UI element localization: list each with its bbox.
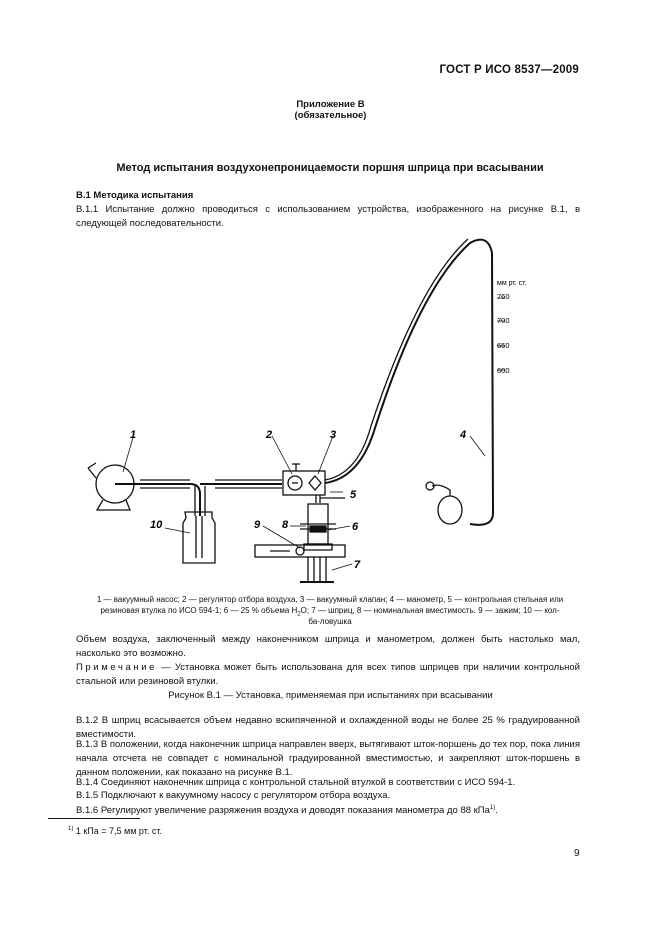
scale-unit: мм рт. ст. (497, 280, 527, 287)
trap-flask (183, 512, 215, 563)
label-5: 5 (350, 489, 357, 501)
paragraph-b13: В.1.3 В положении, когда наконечник шприца направлен вверх, вытягивают шток-поршень до тех пор, пока линия начала отсчета не совпадет с номинальной градуированной вместимостью, и закрепляют шток-поршень в данном положении, как показано на рисунке В.1. (76, 739, 580, 778)
test-apparatus-figure (0, 228, 661, 593)
footnote-separator (48, 818, 140, 819)
label-2: 2 (266, 429, 273, 441)
scale-tick: 650 (497, 341, 510, 350)
figure-legend-line-2: резиновая втулка по ИСО 594-1; 6 — 25 % объема $H_2O$; 7 — шприц, 8 — номинальная вместимость. 9 — зажим; 10 — кол- (100, 606, 560, 618)
paragraph-b12: В.1.2 В шприц всасывается объем недавно вскипяченной и охлажденной воды не более 25 % градуированной вместимости. (76, 715, 580, 740)
paragraph-b16: В.1.6 Регулируют увеличение разряжения воздуха и доводят показания манометра до 88 кПа$^{1)}$. (76, 805, 498, 817)
note: Примечание — Установка может быть использована для всех типов шприцев при наличии контрольной стальной или резиновой втулки. (76, 662, 580, 687)
air-regulator (283, 471, 325, 495)
paragraph-b15: В.1.5 Подключают к вакуумному насосу с регулятором отбора воздуха. (76, 790, 391, 801)
label-8: 8 (282, 519, 289, 531)
scale-tick: 760 (497, 292, 510, 301)
scale-tick: 700 (497, 316, 510, 325)
label-4: 4 (460, 429, 467, 441)
page-number: 9 (574, 848, 580, 859)
paragraph-b11: В.1.1 Испытание должно проводиться с использованием устройства, изображенного на рисунке В.1, в следующей последовательности. (76, 204, 580, 229)
paragraph-air-volume: Объем воздуха, заключенный между наконечником шприца и манометром, должен быть настолько мал, насколько это возможно. (76, 634, 580, 659)
figure-legend-line-3: ба-ловушка (308, 617, 352, 626)
section-heading: В.1 Методика испытания (76, 190, 194, 201)
footnote: $^{1)}$ 1 кПа = 7,5 мм рт. ст. (68, 826, 162, 836)
label-6: 6 (352, 521, 359, 533)
figure-caption: Рисунок В.1 — Установка, применяемая при испытаниях при всасывании (168, 690, 493, 701)
manometer-bulb (438, 496, 462, 524)
annex-title: Приложение В (296, 99, 365, 110)
figure-legend-line-1: 1 — вакуумный насос; 2 — регулятор отбора воздуха, 3 — вакуумный клапан; 4 — манометр, 5 — контрольная стельная или (96, 595, 564, 604)
main-title: Метод испытания воздухонепроницаемости поршня шприца при всасывании (116, 162, 544, 174)
annex-status: (обязательное) (294, 110, 367, 121)
label-3: 3 (330, 429, 337, 441)
paragraph-b14: В.1.4 Соединяют наконечник шприца с контрольной стальной втулкой в соответствии с ИСО 594-1. (76, 777, 516, 788)
label-1: 1 (130, 429, 137, 441)
label-9: 9 (254, 519, 261, 531)
scale-tick: 600 (497, 366, 510, 375)
label-7: 7 (354, 559, 361, 571)
document-number: ГОСТ Р ИСО 8537—2009 (439, 64, 579, 76)
label-10: 10 (150, 519, 163, 531)
